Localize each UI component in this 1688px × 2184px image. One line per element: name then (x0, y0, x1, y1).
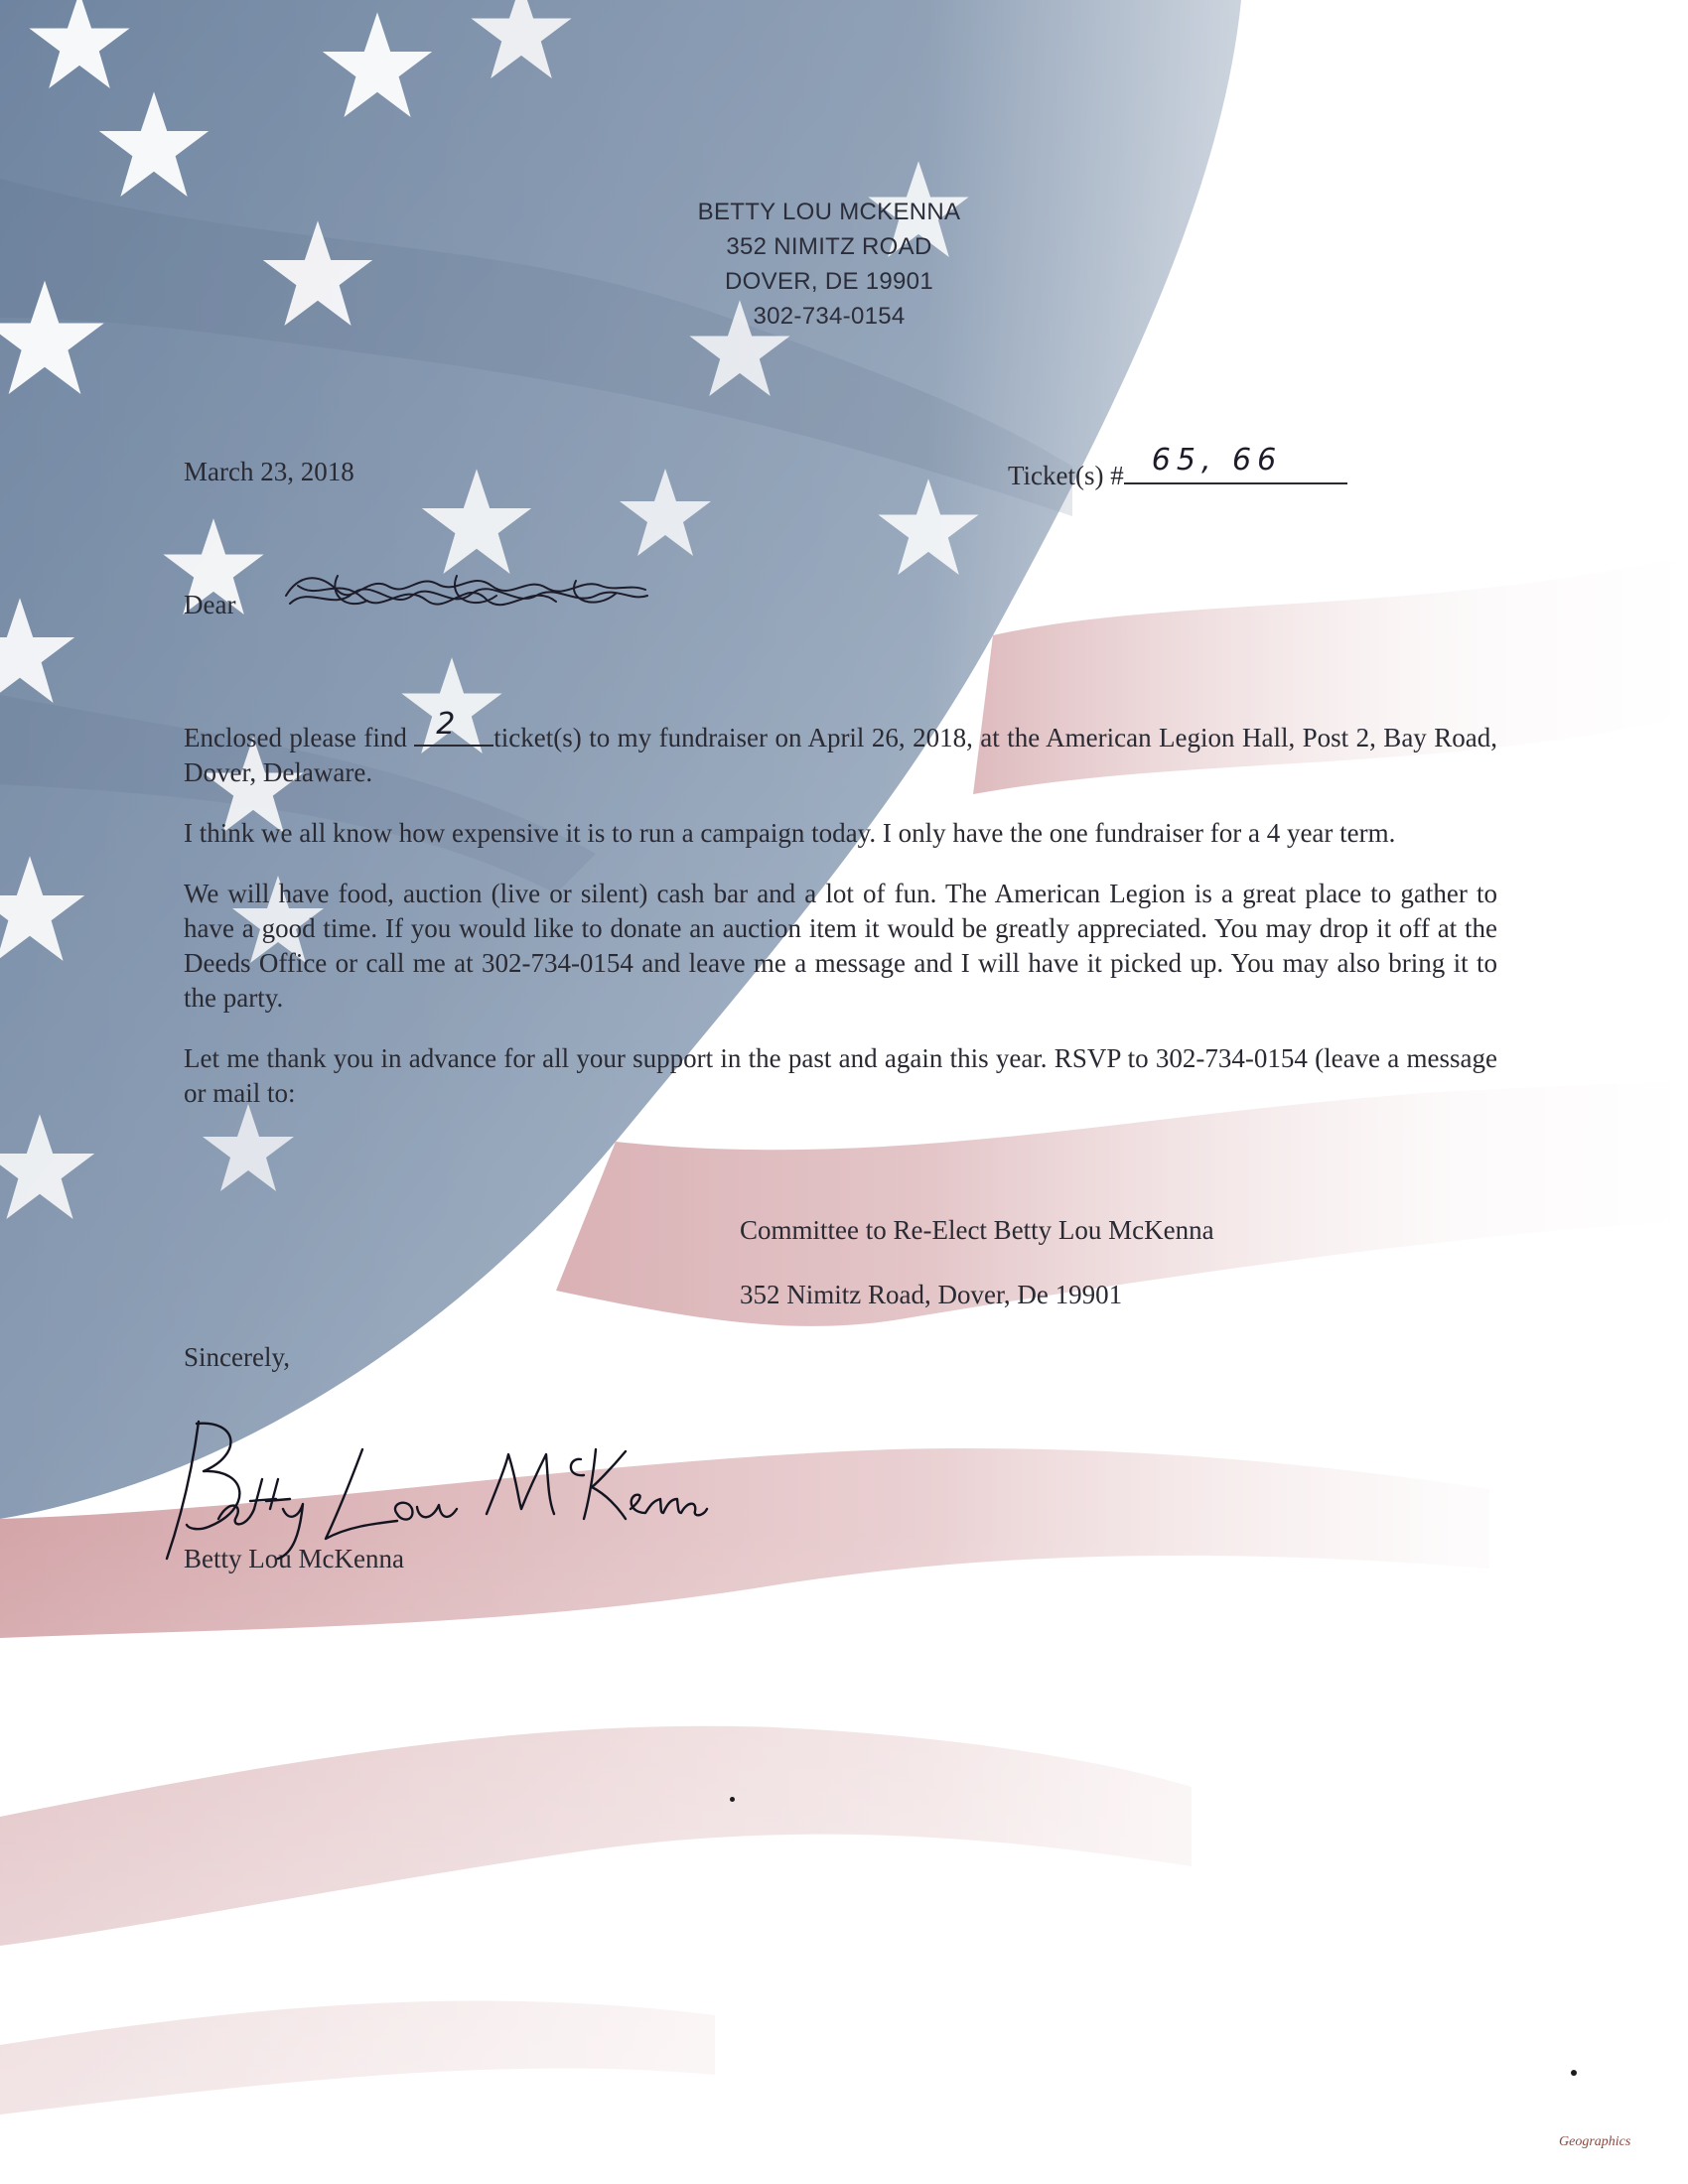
committee-address: 352 Nimitz Road, Dover, De 19901 (740, 1280, 1123, 1309)
letterhead-street: 352 NIMITZ ROAD (726, 233, 932, 260)
signer-name: Betty Lou McKenna (184, 1544, 404, 1573)
closing: Sincerely, (184, 1342, 290, 1372)
ticket-count-blank (414, 707, 493, 747)
body-p1-after: ticket(s) to my fundraiser on April 26, 2018, at the American Legion Hall, Post 2, Bay Road, Dover, Delaware. (184, 723, 1497, 787)
recipient-redaction-scribble (278, 556, 655, 625)
ticket-field (1008, 443, 1347, 491)
committee-address-block (740, 1213, 1214, 1312)
ticket-number-blank (1124, 443, 1347, 484)
speck (1571, 2070, 1577, 2076)
letterhead-phone: 302-734-0154 (753, 303, 906, 330)
speck (730, 1797, 735, 1802)
ticket-numbers-handwritten: 65, 66 (1151, 443, 1283, 478)
salutation-label: Dear (184, 590, 236, 619)
footer-brand-mark: Geographics (1559, 2134, 1631, 2149)
ticket-label: Ticket(s) # (1008, 461, 1124, 490)
letterhead-city: DOVER, DE 19901 (725, 268, 933, 295)
ticket-count-handwritten: 2 (436, 707, 456, 742)
body-paragraph-1 (184, 707, 1497, 790)
body-paragraph-2: I think we all know how expensive it is to run a campaign today. I only have the one fundraiser for a 4 year term. (184, 818, 1396, 848)
handwritten-signature (159, 1410, 715, 1569)
body-paragraph-3: We will have food, auction (live or silent) cash bar and a lot of fun. The American Legion is a great place to gather to have a good time. If you would like to donate an auction item it would be greatly appreciated. You may drop it off at the Deeds Office or call me at 302-734-0154 and leave me a message and I will have it picked up. You may also bring it to the party. (184, 879, 1497, 1013)
letterhead-name: BETTY LOU MCKENNA (697, 199, 961, 225)
letter-date: March 23, 2018 (184, 457, 354, 486)
committee-name: Committee to Re-Elect Betty Lou McKenna (740, 1215, 1214, 1245)
body-paragraph-4: Let me thank you in advance for all your support in the past and again this year. RSVP to 302-734-0154 (leave a message or mail to: (184, 1043, 1497, 1108)
body-p1-before: Enclosed please find (184, 723, 407, 752)
letter-body (184, 707, 1497, 1137)
salutation (184, 590, 235, 620)
letterhead (0, 195, 1658, 334)
